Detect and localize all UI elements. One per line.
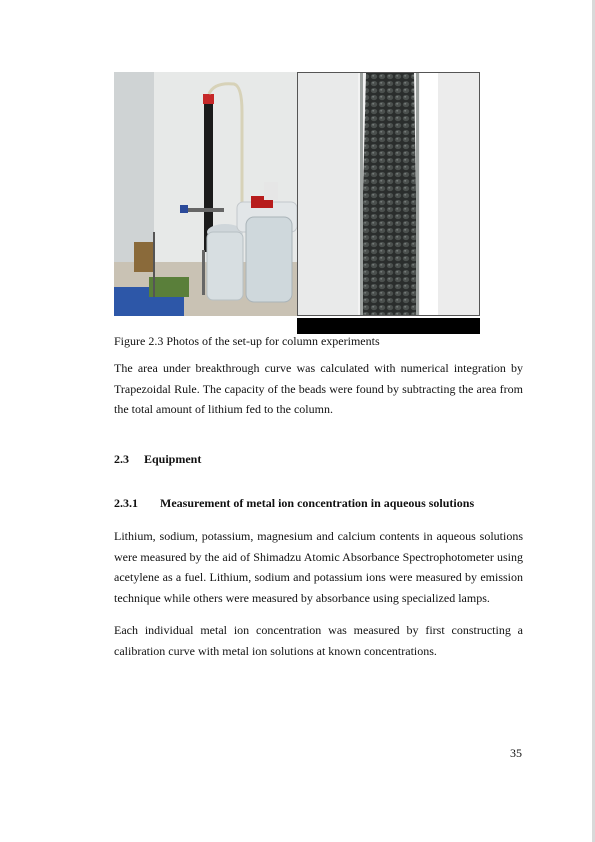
paragraph-measurement: Lithium, sodium, potassium, magnesium and calcium contents in aqueous solutions were measured by the aid of Shimadzu Atomic Absorbance Spectrophotometer using acetylene as a fuel. Lithium, sodium and potassium ions were measured by emission technique while others were measured by absorbance using specialized lamps. xyxy=(114,529,523,606)
figure-caption: Figure 2.3 Photos of the set-up for column experiments xyxy=(114,334,380,348)
subsection-number: 2.3.1 xyxy=(114,496,138,510)
subsection-title: Measurement of metal ion concentration in aqueous solutions xyxy=(160,496,475,510)
column-beads-photo xyxy=(297,72,480,316)
section-number: 2.3 xyxy=(114,452,129,466)
subsection-heading xyxy=(114,496,474,511)
lab-setup-photo xyxy=(114,72,297,316)
section-heading xyxy=(114,452,201,467)
paragraph-calibration: Each individual metal ion concentration was measured by first constructing a calibration curve with metal ion solutions at known concentrations. xyxy=(114,623,523,658)
figure-2-3 xyxy=(114,72,480,334)
paragraph-breakthrough: The area under breakthrough curve was calculated with numerical integration by Trapezoidal Rule. The capacity of the beads were found by subtracting the area from the total amount of lithium fed to the column. xyxy=(114,361,523,417)
redaction-bar xyxy=(297,318,480,334)
page-number: 35 xyxy=(510,746,522,760)
section-title: Equipment xyxy=(144,452,202,466)
